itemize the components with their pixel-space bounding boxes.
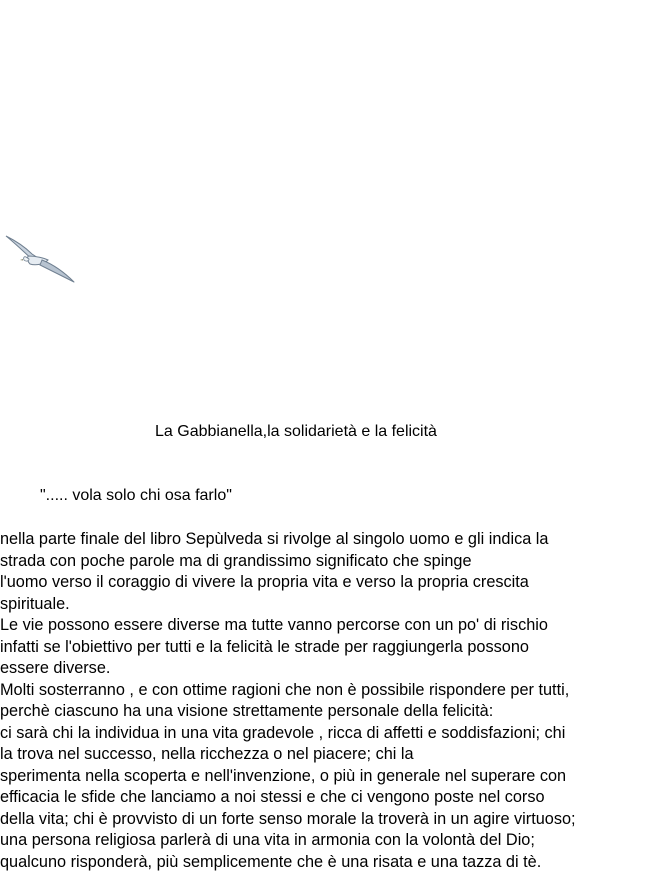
text-line: ci sarà chi la individua in una vita gradevole , ricca di affetti e soddisfazioni; chi bbox=[0, 723, 665, 745]
text-line: sperimenta nella scoperta e nell'invenzione, o più in generale nel superare con bbox=[0, 766, 665, 788]
text-line: essere diverse. bbox=[0, 658, 665, 680]
seagull-icon bbox=[4, 234, 76, 284]
quote: "..... vola solo chi osa farlo" bbox=[40, 487, 232, 505]
body-text bbox=[0, 529, 665, 873]
text-line: della vita; chi è provvisto di un forte senso morale la troverà in un agire virtuoso; bbox=[0, 809, 665, 831]
text-line: la trova nel successo, nella ricchezza o nel piacere; chi la bbox=[0, 744, 665, 766]
text-line: l'uomo verso il coraggio di vivere la propria vita e verso la propria crescita bbox=[0, 572, 665, 594]
text-line: una persona religiosa parlerà di una vita in armonia con la volontà del Dio; bbox=[0, 830, 665, 852]
text-line: Molti sosterranno , e con ottime ragioni che non è possibile rispondere per tutti, bbox=[0, 680, 665, 702]
text-line: efficacia le sfide che lanciamo a noi stessi e che ci vengono poste nel corso bbox=[0, 787, 665, 809]
text-line: perchè ciascuno ha una visione strettamente personale della felicità: bbox=[0, 701, 665, 723]
page-title: La Gabbianella,la solidarietà e la felicità bbox=[155, 423, 437, 441]
text-line: infatti se l'obiettivo per tutti e la felicità le strade per raggiungerla possono bbox=[0, 637, 665, 659]
text-line: nella parte finale del libro Sepùlveda si rivolge al singolo uomo e gli indica la bbox=[0, 529, 665, 551]
text-line: strada con poche parole ma di grandissimo significato che spinge bbox=[0, 551, 665, 573]
text-line: Le vie possono essere diverse ma tutte vanno percorse con un po' di rischio bbox=[0, 615, 665, 637]
text-line: qualcuno risponderà, più semplicemente che è una risata e una tazza di tè. bbox=[0, 852, 665, 873]
text-line: spirituale. bbox=[0, 594, 665, 616]
